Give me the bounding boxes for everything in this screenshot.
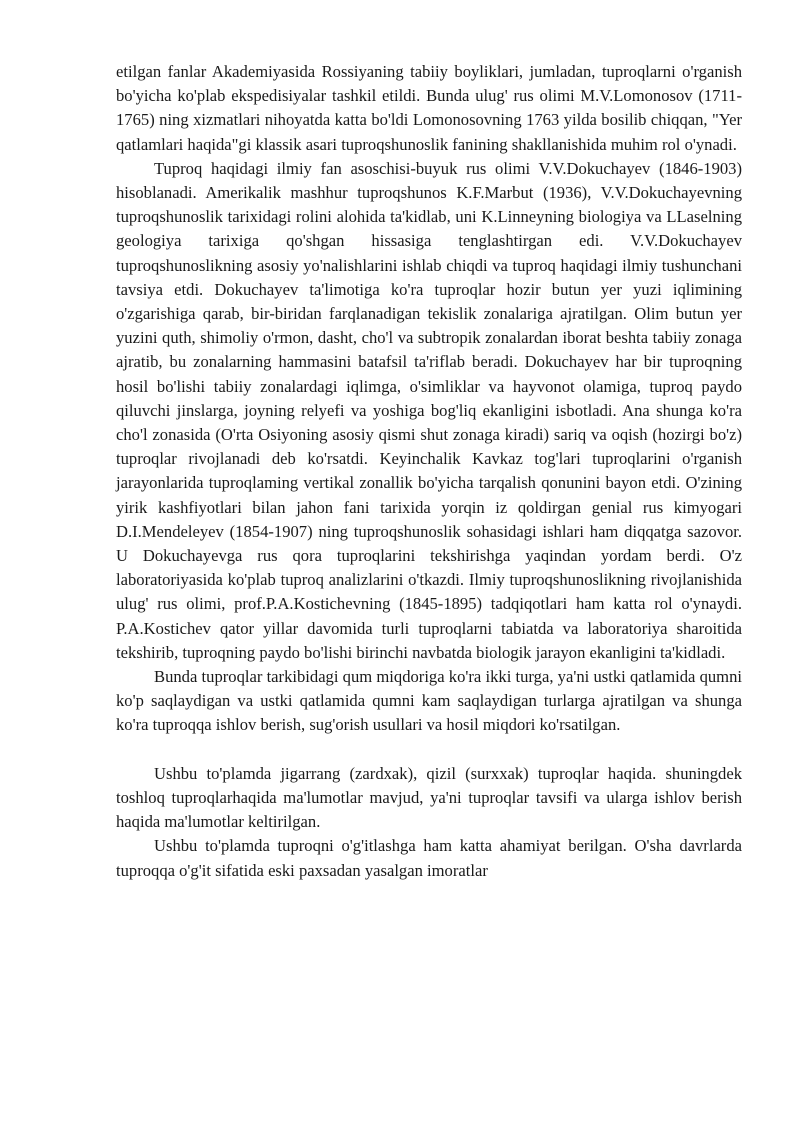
paragraph-4: Ushbu to'plamda jigarrang (zardxak), qizil (surxxak) tuproqlar haqida. shuningdek toshloq tuproqlarhaqida ma'lumotlar mavjud, ya'ni tuproqlar tavsifi va ularga ishlov berish haqida ma'lumotlar keltirilgan. <box>116 763 742 832</box>
paragraph-spacer <box>116 738 742 762</box>
paragraph-1: etilgan fanlar Akademiyasida Rossiyaning tabiiy boyliklari, jumladan, tuproqlarni o'rganish bo'yicha ko'plab ekspedisiyalar tashkil etildi. Bunda ulug' rus olimi M.V.Lomonosov (1711-1765) ning xizmatlari nihoyatda katta bo'ldi Lomonosovning 1763 yilda bosilib chiqqan, "Yer qatlamlari haqida"gi klassik asari tuproqshunoslik fanining shakllanishida muhim rol o'ynadi. <box>116 62 742 154</box>
paragraph-5: Ushbu to'plamda tuproqni o'g'itlashga ham katta ahamiyat berilgan. O'sha davrlarda tuproqqa o'g'it sifatida eski paxsadan yasalgan imoratlar <box>116 836 742 880</box>
document-page <box>116 60 742 883</box>
paragraph-3: Bunda tuproqlar tarkibidagi qum miqdoriga ko'ra ikki turga, ya'ni ustki qatlamida qumni ko'p saqlaydigan va ustki qatlamida qumni kam saqlaydigan turlarga ajratilgan va shunga ko'ra tuproqqa ishlov berish, sug'orish usullari va hosil miqdori ko'rsatilgan. <box>116 667 742 735</box>
paragraph-2: Tuproq haqidagi ilmiy fan asoschisi-buyuk rus olimi V.V.Dokuchayev (1846-1903) hisoblanadi. Amerikalik mashhur tuproqshunos K.F.Marbut (1936), V.V.Dokuchayevning tuproqshunoslik tarixidagi rolini alohida ta'kidlab, uni K.Linneyning biologiya va LLaselning geologiya tarixiga qo'shgan hissasiga tenglashtirgan edi. V.V.Dokuchayev tuproqshunoslikning asosiy yo'nalishlarini ishlab chiqdi va tuproq haqidagi ilmiy tushunchani tavsiya etdi. Dokuchayev ta'limotiga ko'ra tuproqlar hozir butun yer yuzi iqlimining o'zgarishiga qarab, bir-biridan farqlanadigan tekislik zonalariga ajratilgan. Olim butun yer yuzini quth, shimoliy o'rmon, dasht, cho'l va subtropik zonalardan iborat beshta tabiiy zonaga ajratib, bu zonalarning hammasini batafsil ta'riflab beradi. Dokuchayev har bir tuproqning hosil bo'lishi tabiiy zonalardagi iqlimga, o'simliklar va hayvonot olamiga, tuproq paydo qiluvchi jinslarga, joyning relyefi va yoshiga bog'liq ekanligini isbotladi. Ana shunga ko'ra cho'l zonasida (O'rta Osiyoning asosiy qismi shut zonaga kiradi) sariq va oqish (hozirgi bo'z) tuproqlar rivojlanadi deb ko'rsatdi. Keyinchalik Kavkaz tog'lari tuproqlarini o'rganish jarayonlarida tuproqlaming vertikal zonallik bo'yicha tarqalish qonunini bayon etdi. O'zining yirik kashfiyotlari bilan jahon fani tarixida yorqin iz qoldirgan genial rus kimyogari D.I.Mendeleyev (1854-1907) ning tuproqshunoslik sohasidagi ishlari ham diqqatga sazovor. U Dokuchayevga rus qora tuproqlarini tekshirishga yaqindan yordam berdi. O'z laboratoriyasida ko'plab tuproq analizlarini o'tkazdi. Ilmiy tuproqshunoslikning rivojlanishida ulug' rus olimi, prof.P.A.Kostichevning (1845-1895) tadqiqotlari ham katta rol o'ynaydi. P.A.Kostichev qator yillar davomida turli tuproqlarni tabiatda va laboratoriya sharoitida tekshirib, tuproqning paydo bo'lishi birinchi navbatda biologik jarayon ekanligini ta'kidladi. <box>116 158 742 662</box>
